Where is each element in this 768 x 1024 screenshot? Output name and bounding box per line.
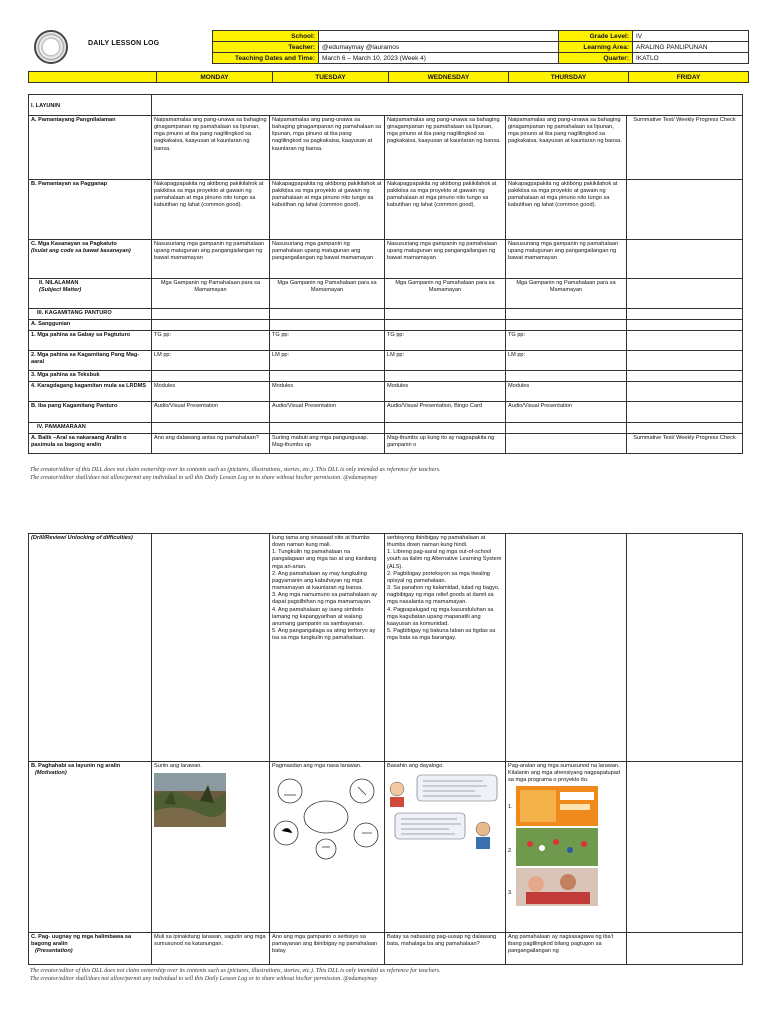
row-label-paghahabi [29,762,152,933]
row-label-pag-uugnay [29,933,152,965]
cell-wed-mag-aaral: LM pp: [385,351,506,371]
row-label-mag-aaral: 2. Mga pahina sa Kagamitang Pang Mag-aaral [29,351,152,371]
blank-cell [627,423,743,434]
cell-fri-pangnilalaman: Summative Test/ Weekly Progress Check [627,116,743,180]
disclaimer-page-2 [30,967,750,983]
teaching-dates-value: March 6 – March 10, 2023 (Week 4) [319,53,559,64]
cell-thu-nilalaman: Mga Gampanin ng Pamahalaan para sa Mamamayan [506,279,627,309]
blank-cell [627,534,743,762]
blank-cell [385,371,506,382]
row-label-nilalaman [29,279,152,309]
blank-cell [385,309,506,320]
blank-cell [506,371,627,382]
blank-cell [506,320,627,331]
school-value [319,31,559,42]
dialogue-comic-image [387,773,499,857]
row-label-kasanayan [29,240,152,279]
quarter-value: IKATLO [633,53,749,64]
blank-cell [627,402,743,423]
thu-number-3: 3. [508,890,513,897]
quarter-label: Quarter: [559,53,633,64]
thu-number-1: 1. [508,804,513,811]
cell-tue-karagdagang: Modules [270,382,385,402]
row-label-pangnilalaman: A. Pamantayang Pangnilalaman [29,116,152,180]
cell-tue-pangnilalaman: Naipamamalas ang pang-unawa sa bahaging ginagampanan ng pamahalaan sa lipunan, mga pinuno at iba pang naglilingkod sa pagkakaisa, kaayusan at kaunlaran ng bansa. [270,116,385,180]
blank-cell [506,534,627,762]
cell-fri-pagganap [627,180,743,240]
cell-tue-balik-aral: Suriing mabuti ang mga pangungusap. Mag-thumbs up [270,434,385,454]
blank-cell [506,423,627,434]
row-label-pagganap: B. Pamantayan sa Pagganap [29,180,152,240]
cell-thu-pagganap: Nakapagpapakita ng aktibong pakikilahok at pakikiisa sa mga proyekto at gawain ng pamahalaan at mga pinuno nito tungo sa kabutihan ng lahat (common good). [506,180,627,240]
blank-cell [270,423,385,434]
layunin-blank [152,95,743,116]
flood-landscape-image [154,773,226,827]
lesson-plan-table [28,94,743,454]
cell-tue-paghahabi [270,762,385,933]
paghahabi-wed-text: Basahin ang dayalogo. [387,763,444,769]
agency-program-photos-image [516,786,598,906]
cell-thu-karagdagang: Modules [506,382,627,402]
pag-uugnay-label: C. Pag- uugnay ng mga halimbawa sa bagong aralin [31,934,132,948]
row-label-balik-aral: A. Balik –Aral sa nakaraang Aralin o pasimula sa bagong aralin [29,434,152,454]
blank-cell [506,434,627,454]
blank-cell [627,762,743,933]
cell-tue-gabay: TG pp: [270,331,385,351]
blank-cell [627,320,743,331]
disclaimer-page-1 [30,466,750,482]
cell-thu-pangnilalaman: Naipamamalas ang pang-unawa sa bahaging ginagampanan ng pamahalaan sa lipunan, mga pinuno at iba pang naglilingkod sa pagkakaisa, kaayusan at kaunlaran ng bansa. [506,116,627,180]
blank-cell [152,371,270,382]
disclaimer-line-1: The creator/editor of this DLL does not claim ownership over its contents such as (pictures, illustrations, stories, etc.). This DLL is only intended as reference for teachers. [30,968,441,974]
lesson-log-page-1 [0,0,768,497]
school-label: School: [213,31,319,42]
day-header-blank [29,72,157,83]
cell-wed-pag-uugnay: Batay sa nabasang pag-uusap ng dalawang bata, mahalaga ba ang pamahalaan? [385,933,506,965]
day-header-friday: FRIDAY [629,72,749,83]
cell-tue-pagganap: Nakapagpapakita ng aktibong pakikilahok at pakikiisa sa mga proyekto at gawain ng pamahalaan at mga pinuno nito tungo sa kabutihan ng lahat (common good). [270,180,385,240]
lesson-plan-table-continued [28,533,743,965]
row-label-teksbuk: 3. Mga pahina sa Teksbuk [29,371,152,382]
blank-cell [270,371,385,382]
cell-wed-balik-aral: Mag-thumbs up kung ito ay nagpapakita ng gampanin o [385,434,506,454]
community-illustration-image [272,773,380,861]
paghahabi-label: B. Paghahabi sa layunin ng aralin [31,763,121,769]
row-label-iba: B. Iba pang Kagamitang Panturo [29,402,152,423]
paghahabi-tue-text: Pagmasdan ang mga nasa larawan. [272,763,362,769]
blank-cell [385,423,506,434]
paghahabi-mon-text: Suriin ang larawan. [154,763,202,769]
cell-mon-kasanayan: Nasusuriang mga gampanin ng pamahalaan upang matugunan ang pangangailangan ng bawat mamamayan [152,240,270,279]
pag-uugnay-note: (Presentation) [35,948,73,955]
document-title: DAILY LESSON LOG [88,40,160,47]
cell-thu-gabay: TG pp: [506,331,627,351]
cell-thu-mag-aaral: LM pp: [506,351,627,371]
cell-mon-nilalaman: Mga Gampanin ng Pamahalaan para sa Mamamayan [152,279,270,309]
cell-tue-iba: Audio/Visual Presentation [270,402,385,423]
cell-thu-paghahabi [506,762,627,933]
cell-wed-drill: serbisyong ibinibigay ng pamahalaan at thumbs down naman kung hindi. 1. Libreng pag-aaral ng mga out-of-school youth sa ilalim ng Alternative Learning System (ALS). 2. Pagbibigay proteksyon sa mga tiwaling opisyal ng pamahalaan. 3. Sa panahon ng kalamidad, tulad ng bagyo, nagbibigay ng mga relief goods at damit sa mga nasalanta ng mamamayan. 4. Pagpapalugad ng mga kasunduluhan sa mga kagubatan upang mapanatili ang kaayusan sa komunidad. 5. Pagbibigay ng bakuna laban sa tigdas sa mga bata sa mga barangay. [385,534,506,762]
cell-wed-paghahabi [385,762,506,933]
cell-wed-nilalaman: Mga Gampanin ng Pamahalaan para sa Mamamayan [385,279,506,309]
cell-wed-pangnilalaman: Naipamamalas ang pang-unawa sa bahaging ginagampanan ng pamahalaan sa lipunan, mga pinuno at iba pang naglilingkod sa pagkakaisa, kaayusan at kaunlaran ng bansa. [385,116,506,180]
paghahabi-thu-text: Pag-aralan ang mga sumusunod na larawan. Kilalanin ang mga ahensiyang nagpapatupad sa mga programa o proyekto ito. [508,763,620,784]
cell-fri-nilalaman [627,279,743,309]
weekday-header-row [28,71,749,83]
cell-wed-pagganap: Nakapagpapakita ng aktibong pakikilahok at pakikiisa sa mga proyekto at gawain ng pamahalaan at mga pinuno nito tungo sa kabutihan ng lahat (common good). [385,180,506,240]
cell-mon-balik-aral: Ano ang dalawang antas ng pamahalaan? [152,434,270,454]
day-header-wednesday: WEDNESDAY [389,72,509,83]
row-label-kagamitan: III. KAGAMITANG PANTURO [29,309,152,320]
cell-tue-pag-uugnay: Ano ang mga gampanin o serbisyo sa pamayanan ang ibinibigay ng pamahalaan batay [270,933,385,965]
teacher-label: Teacher: [213,42,319,53]
cell-mon-pagganap: Nakapagpapakita ng aktibong pakikilahok at pakikiisa sa mga proyekto at gawain ng pamahalaan at mga pinuno nito tungo sa kabutihan ng lahat (common good). [152,180,270,240]
row-label-pamamaraan: IV. PAMAMARAAN [29,423,152,434]
row-label-karagdagang: 4. Karagdagang kagamitan mula sa LRDMS [29,382,152,402]
cell-wed-iba: Audio/Visual Presentation, Bingo Card [385,402,506,423]
blank-cell [270,320,385,331]
cell-mon-iba: Audio/Visual Presentation [152,402,270,423]
header-info-table [212,30,749,64]
blank-cell [627,371,743,382]
blank-cell [627,309,743,320]
cell-fri-kasanayan [627,240,743,279]
thu-number-2: 2. [508,848,513,855]
learning-area-label: Learning Area: [559,42,633,53]
cell-wed-kasanayan: Nasusuriang mga gampanin ng pamahalaan upang matugunan ang pangangailangan ng bawat mamamayan [385,240,506,279]
kasanayan-label: C. Mga Kasanayan sa Pagkatuto [31,241,117,247]
cell-thu-kasanayan: Nasusuriang mga gampanin ng pamahalaan upang matugunan ang pangangailangan ng bawat mamamayan [506,240,627,279]
cell-mon-pag-uugnay: Muli sa ipinakitang larawan, sagutin ang mga sumusunod na katanungan. [152,933,270,965]
cell-mon-gabay: TG pp: [152,331,270,351]
blank-cell [385,320,506,331]
blank-cell [152,320,270,331]
blank-cell [627,382,743,402]
row-label-drill: (Drill/Review/ Unlocking of difficulties) [29,534,152,762]
cell-tue-nilalaman: Mga Gampanin ng Pamahalaan para sa Mamamayan [270,279,385,309]
row-label-sanggunian: A. Sanggunian [29,320,152,331]
day-header-monday: MONDAY [157,72,273,83]
lesson-log-page-2 [0,497,768,1024]
grade-level-value: IV [633,31,749,42]
teaching-dates-label: Teaching Dates and Time: [213,53,319,64]
disclaimer-line-1: The creator/editor of this DLL does not claim ownership over its contents such as (pictures, illustrations, stories, etc.). This DLL is only intended as reference for teachers. [30,467,441,473]
learning-area-value: ARALING PANLIPUNAN [633,42,749,53]
blank-cell [506,309,627,320]
blank-cell [627,933,743,965]
cell-mon-karagdagang: Modules [152,382,270,402]
blank-cell [152,309,270,320]
blank-cell [270,309,385,320]
blank-cell [152,534,270,762]
cell-mon-mag-aaral: LM pp: [152,351,270,371]
blank-cell [152,423,270,434]
cell-thu-iba: Audio/Visual Presentation [506,402,627,423]
section-layunin: I. LAYUNIN [29,95,152,116]
cell-wed-gabay: TG pp: [385,331,506,351]
blank-cell [627,331,743,351]
cell-thu-pag-uugnay: Ang pamahalaan ay nagsasagawa ng iba't ibang paglilingkod bilang pagtugon sa pangangailangan ng [506,933,627,965]
row-label-gabay: 1. Mga pahina sa Gabay sa Pagtuturo [29,331,152,351]
deped-seal-icon [34,30,68,64]
cell-tue-drill: kung tama ang sinasaad nito at thumbs down naman kung mali. 1. Tungkulin ng pamahalaan na pangalagaan ang mga tao at ang kanilang mga ari-arian. 2. Ang pamahalaan ay may tungkuling pagyamanin ang kabuhayan ng mga mamamayan at kaunlaran ng bansa. 3. Ang mga namumuno sa pamahalaan ay dapat pagsilbihan ng mga mamamayan. 4. Ang pamahalaan ay isang simbolo lamang ng kapangyarihan at walang anumang gampanin sa sambayanan. 5. Ang pangangalaga sa ating teritoryo ay isa sa mga tungkulin ng pamahalaan. [270,534,385,762]
day-header-thursday: THURSDAY [509,72,629,83]
cell-wed-karagdagang: Modules [385,382,506,402]
kasanayan-note: (Isulat ang code sa bawat kasanayan) [31,248,131,255]
nilalaman-note: (Subject Matter) [39,287,82,294]
blank-cell [627,351,743,371]
teacher-value: @edumaymay @lauramos [319,42,559,53]
cell-tue-kasanayan: Nasusuriang mga gampanin ng pamahalaan upang matugunan ang pangangailangan ng bawat mamamayan [270,240,385,279]
nilalaman-label: II. NILALAMAN [39,280,79,286]
cell-fri-balik-aral: Summative Test/ Weekly Progress Check [627,434,743,454]
disclaimer-line-2: The creator/editor shall/does not allow/permit any individual to sell this Daily Lesson Log or to share without his/her permission. @edumaymay [30,475,378,482]
cell-tue-mag-aaral: LM pp: [270,351,385,371]
cell-mon-paghahabi [152,762,270,933]
disclaimer-line-2: The creator/editor shall/does not allow/permit any individual to sell this Daily Lesson Log or to share without his/her permission. @edumaymay [30,976,378,983]
cell-mon-pangnilalaman: Naipamamalas ang pang-unawa sa bahaging ginagampanan ng pamahalaan sa lipunan, mga pinuno at iba pang naglilingkod sa pagkakaisa, kaayusan at kaunlaran ng bansa. [152,116,270,180]
grade-level-label: Grade Level: [559,31,633,42]
day-header-tuesday: TUESDAY [273,72,389,83]
paghahabi-note: (Motivation) [35,770,67,777]
